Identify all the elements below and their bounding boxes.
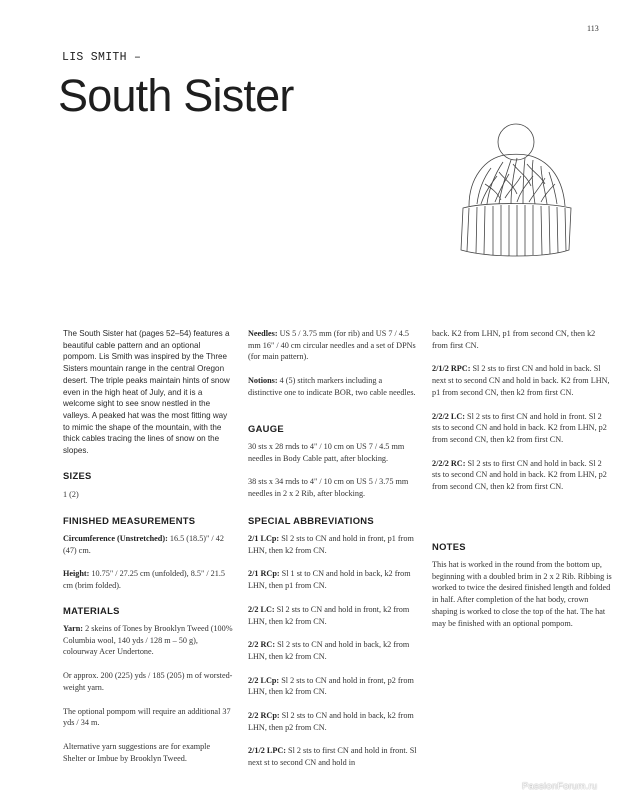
height-value: 10.75" / 27.25 cm (unfolded), 8.5" / 21.5 cm (brim folded).: [63, 569, 226, 591]
abbreviation-label: 2/2 LC:: [248, 604, 275, 614]
yarn-value: 2 skeins of Tones by Brooklyn Tweed (100% Columbia wool, 140 yds / 128 m – 50 g), colourway Acer Undertone.: [63, 624, 233, 657]
intro-paragraph: The South Sister hat (pages 52–54) features a beautiful cable pattern and an optional pompom. Lis Smith was inspired by the Three Sisters mountain range in the central Oregon desert. The triple peaks maintain hints of snow even in the high heat of July, and it is a welcome sight to see snow nestled in the valleys. A peaked hat was the most fitting way to mimic the shape of the mountain, with the thick cables tracing the lines of snow on the slopes.: [63, 329, 230, 456]
abbreviation-label: 2/2 LCp:: [248, 675, 280, 685]
sizes-value: 1 (2): [63, 490, 79, 499]
notes-section: [432, 541, 612, 629]
abbreviation-text: Sl 2 sts to first CN and hold in back. Sl next st to second CN and hold in back. K2 from LHN, p1 from second CN, then k2 from first CN.: [432, 364, 610, 397]
designer-byline: LIS SMITH –: [62, 51, 142, 64]
materials-section: [63, 605, 233, 764]
yarn-label: Yarn:: [63, 624, 84, 633]
abbreviation-text: Sl 2 sts to CN and hold in front, p2 from LHN, then k2 from CN.: [248, 675, 414, 697]
abbreviation-label: 2/2/2 LC:: [432, 411, 465, 421]
abbreviation-label: 2/1/2 LPC:: [248, 746, 286, 756]
notes-heading: NOTES: [432, 541, 466, 552]
abbreviation-item: [248, 639, 418, 662]
notions-value: 4 (5) stitch markers including a distinctive one to indicate BOR, two cable needles.: [248, 376, 416, 397]
abbreviation-label: 2/2 RCp:: [248, 711, 280, 721]
page-number: 113: [587, 24, 599, 33]
column-left: [63, 328, 233, 763]
abbreviation-label: 2/1 LCp:: [248, 534, 280, 543]
special-abbreviations-heading: SPECIAL ABBREVIATIONS: [248, 515, 374, 526]
notions-label: Notions:: [248, 376, 278, 386]
abbreviation-item-lpc-continued: back. K2 from LHN, p1 from second CN, then k2 from first CN.: [432, 329, 596, 350]
circumference-value: 16.5 (18.5)" / 42 (47) cm.: [63, 534, 224, 555]
circumference-text: [63, 533, 233, 556]
height-text: [63, 568, 233, 591]
column-middle: [248, 328, 418, 768]
gauge-heading: GAUGE: [248, 423, 284, 434]
abbreviation-text: Sl 2 sts to first CN and hold in front. Sl next st to second CN and hold in: [248, 746, 417, 768]
abbreviation-text: Sl 2 sts to first CN and hold in back. Sl 2 sts to second CN and hold in back. K2 from LHN, p2 from second CN, then k2 from first CN.: [432, 458, 607, 492]
abbreviation-text: Sl 2 sts to CN and hold in back, k2 from LHN, then k2 from CN.: [248, 640, 410, 661]
abbreviation-item: [248, 675, 418, 698]
abbreviation-item: [248, 604, 418, 627]
circumference-label: Circumference (Unstretched):: [63, 534, 168, 543]
abbreviation-text: Sl 2 sts to CN and hold in back, k2 from LHN, then p2 from CN.: [248, 711, 414, 732]
gauge-rib: 38 sts x 34 rnds to 4" / 10 cm on US 5 / 3.75 mm needles in 2 x 2 Rib, after blocking.: [248, 477, 409, 499]
abbreviation-label: 2/1 RCp:: [248, 569, 280, 579]
watermark: PassionForum.ru: [522, 781, 598, 792]
abbreviation-item: [248, 710, 418, 733]
abbreviation-text: Sl 2 sts to CN and hold in front, p1 from LHN, then k2 from CN.: [248, 534, 414, 555]
sizes-section: [63, 470, 233, 501]
column-right: [432, 328, 612, 628]
abbreviation-item: [432, 458, 612, 493]
materials-heading: MATERIALS: [63, 605, 120, 616]
abbreviation-item-lpc-start: [248, 745, 418, 768]
notes-text: This hat is worked in the round from the bottom up, beginning with a doubled brim in 2 x 2 Rib. Ribbing is worked to twice the desired finished length and folded in half. After completion of the hat body, crown shaping is worked to close the top of the hat. The hat may be finished with an optional pompom.: [432, 560, 612, 628]
needles-value: US 5 / 3.75 mm (for rib) and US 7 / 4.5 mm 16" / 40 cm circular needles and a set of DPNs (for main pattern).: [248, 329, 416, 362]
abbreviation-item: [248, 568, 418, 591]
needles-text: [248, 328, 418, 363]
gauge-section: [248, 423, 418, 500]
gauge-body-cable: 30 sts x 28 rnds to 4" / 10 cm on US 7 / 4.5 mm needles in Body Cable patt, after blocking.: [248, 442, 405, 463]
height-label: Height:: [63, 569, 90, 579]
abbreviation-label: 2/2 RC:: [248, 640, 276, 650]
alternative-yarn-text: Alternative yarn suggestions are for example Shelter or Imbue by Brooklyn Tweed.: [63, 741, 211, 763]
yarn-text: [63, 623, 233, 658]
abbreviation-text: Sl 1 st to CN and hold in back, k2 from LHN, then p1 from CN.: [248, 569, 411, 591]
pompom-yarn-text: The optional pompom will require an additional 37 yds / 34 m.: [63, 706, 231, 728]
special-abbreviations-section: [248, 515, 418, 769]
notions-text: [248, 375, 418, 398]
needles-label: Needles:: [248, 329, 278, 338]
yarn-approx-text: Or approx. 200 (225) yds / 185 (205) m of worsted-weight yarn.: [63, 671, 233, 692]
abbreviation-item: [432, 363, 612, 398]
sizes-heading: SIZES: [63, 470, 92, 481]
abbreviation-label: 2/2/2 RC:: [432, 458, 466, 468]
abbreviation-text: Sl 2 sts to CN and hold in front, k2 from LHN, then k2 from CN.: [248, 604, 410, 626]
abbreviation-item: [248, 533, 418, 556]
page-title: South Sister: [58, 70, 294, 121]
abbreviation-text: Sl 2 sts to first CN and hold in front. Sl 2 sts to second CN and hold in back. K2 from LHN, p2 from second CN, then k2 from first CN.: [432, 411, 607, 444]
finished-measurements-heading: FINISHED MEASUREMENTS: [63, 515, 196, 526]
finished-measurements-section: [63, 515, 233, 592]
abbreviation-label: 2/1/2 RPC:: [432, 364, 471, 374]
abbreviation-item: [432, 411, 612, 446]
hat-illustration: [455, 118, 585, 268]
